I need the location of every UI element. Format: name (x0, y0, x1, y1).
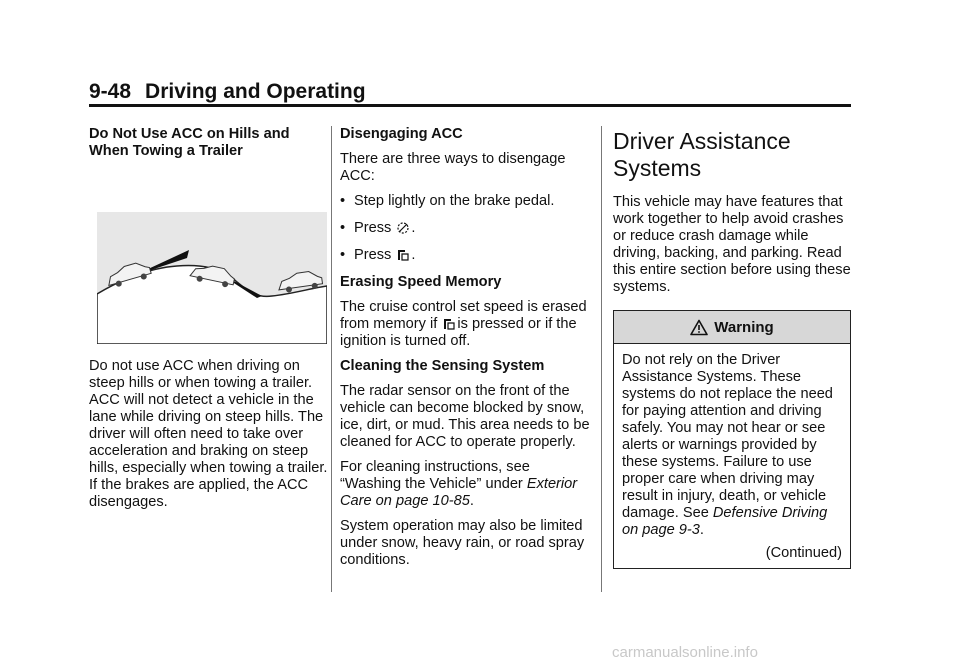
bullet: • (340, 220, 346, 236)
header-rule (89, 104, 851, 107)
section-title: Driving and Operating (145, 80, 366, 103)
page-number: 9-48 (89, 80, 132, 103)
bullet: • (340, 247, 346, 263)
clean-body: The radar sensor on the front of the vehicle can become blocked by snow, ice, dirt, or mud. This area needs to be cleaned for ACC to operate properly. (340, 383, 590, 450)
footer-watermark: carmanualsonline.info (612, 644, 758, 661)
warning-triangle-icon (690, 319, 708, 336)
continued-label: (Continued) (765, 545, 842, 561)
list-item: • Press . (340, 220, 416, 236)
limited-body: System operation may also be limited under snow, heavy rain, or road spray conditions. (340, 518, 585, 568)
column-2 (340, 126, 590, 577)
list-item: • Press . (340, 247, 416, 263)
exterior-care-link[interactable]: Exterior Care on page 10-85 (340, 476, 578, 509)
erase-subhead: Erasing Speed Memory (340, 274, 502, 290)
hills-subhead: Do Not Use ACC on Hills and When Towing a Trailer (89, 126, 290, 159)
column-divider-2 (601, 126, 602, 592)
disengage-list (340, 193, 590, 264)
bullet: • (340, 193, 346, 209)
clean-ref: For cleaning instructions, see “Washing the Vehicle” under Exterior Care on page 10-85. (340, 459, 578, 509)
list-item: • Step lightly on the brake pedal. (340, 193, 555, 209)
column-divider-1 (331, 126, 332, 592)
column-1 (89, 126, 329, 519)
defensive-driving-link[interactable]: Defensive Driving on page 9-3 (622, 505, 828, 538)
disengage-subhead: Disengaging ACC (340, 126, 463, 142)
clean-subhead: Cleaning the Sensing System (340, 358, 545, 374)
warning-label: Warning (714, 318, 774, 336)
cruise-on-off-icon (442, 317, 456, 331)
hills-body: Do not use ACC when driving on steep hills or when towing a trailer. ACC will not detect a vehicle in the lane while driving on steep hills. The driver will often need to take over acceleration and braking on steep hills, especially when towing a trailer. If the brakes are applied, the ACC disengages. (89, 358, 328, 510)
warning-header (614, 311, 850, 344)
disengage-intro: There are three ways to disengage ACC: (340, 151, 566, 184)
warning-body: Do not rely on the Driver Assistance Systems. These systems do not replace the need for paying attention and driving safely. You may not hear or see alerts or warnings provided by these systems. Failure to use proper care when driving may result in injury, death, or vehicle damage. See Defensive Driving on page 9-3. (Continued) (622, 352, 842, 561)
hill-cars-svg (97, 212, 327, 344)
page-header (89, 80, 366, 104)
section-heading: Driver Assistance Systems (613, 128, 791, 181)
section-intro: This vehicle may have features that work together to help avoid crashes or reduce crash damage while driving, backing, and parking. Read this entire section before using these systems. (613, 194, 851, 295)
warning-box (613, 310, 851, 569)
cruise-on-off-icon (396, 248, 410, 262)
column-3 (613, 126, 853, 569)
erase-body: The cruise control set speed is erased from memory if is pressed or if the ignition is turned off. (340, 299, 587, 349)
cruise-cancel-icon (396, 221, 410, 235)
hill-illustration (97, 212, 327, 344)
